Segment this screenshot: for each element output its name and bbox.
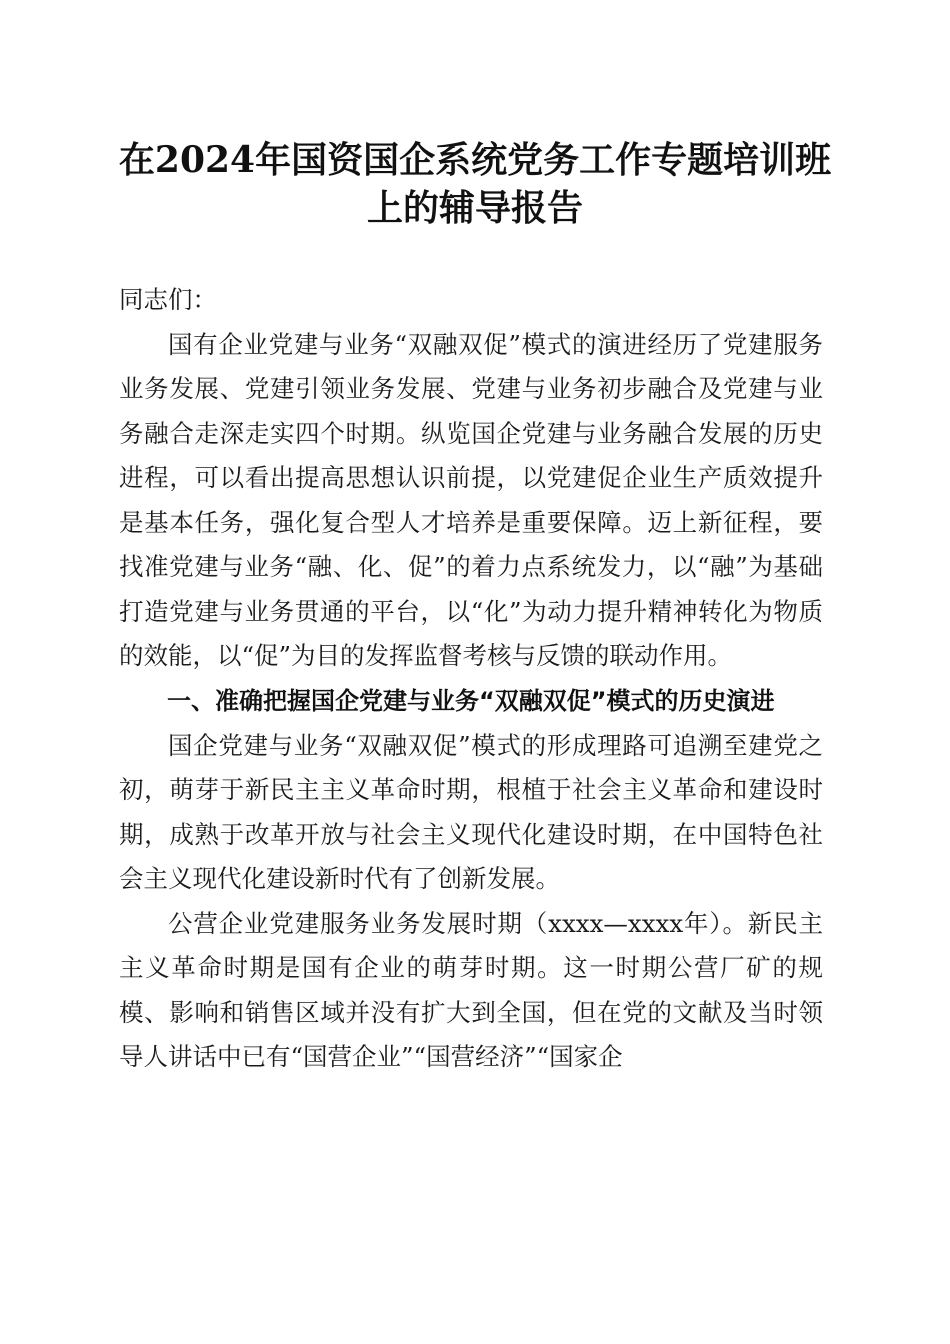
title-line-1: 在2024年国资国企系统党务工作专题培训班 bbox=[118, 139, 832, 181]
body-paragraph-2: 国企党建与业务“双融双促”模式的形成理路可追溯至建党之初，萌芽于新民主主义革命时期，根植于社会主义革命和建设时期，成熟于改革开放与社会主义现代化建设时期，在中国特色社会主义现代化建设新时代有了创新发展。 bbox=[119, 730, 823, 893]
body-paragraph-3: 公营企业党建服务业务发展时期（xxxx—xxxx年）。新民主主义革命时期是国有企业的萌芽时期。这一时期公营厂矿的规模、影响和销售区域并没有扩大到全国，但在党的文献及当时领导人讲话中已有“国营企业”“国营经济”“国家企 bbox=[119, 908, 823, 1071]
section-heading-1: 一、准确把握国企党建与业务“双融双促”模式的历史演进 bbox=[167, 686, 775, 715]
document-body bbox=[119, 278, 823, 1080]
title-line-2: 上的辅导报告 bbox=[366, 187, 583, 229]
document-title bbox=[100, 136, 850, 232]
greeting: 同志们： bbox=[119, 285, 217, 314]
body-paragraph-1: 国有企业党建与业务“双融双促”模式的演进经历了党建服务业务发展、党建引领业务发展、党建与业务初步融合及党建与业务融合走深走实四个时期。纵览国企党建与业务融合发展的历史进程，可以看出提高思想认识前提，以党建促企业生产质效提升是基本任务，强化复合型人才培养是重要保障。迈上新征程，要找准党建与业务“融、化、促”的着力点系统发力，以“融”为基础打造党建与业务贯通的平台，以“化”为动力提升精神转化为物质的效能，以“促”为目的发挥监督考核与反馈的联动作用。 bbox=[119, 329, 823, 670]
